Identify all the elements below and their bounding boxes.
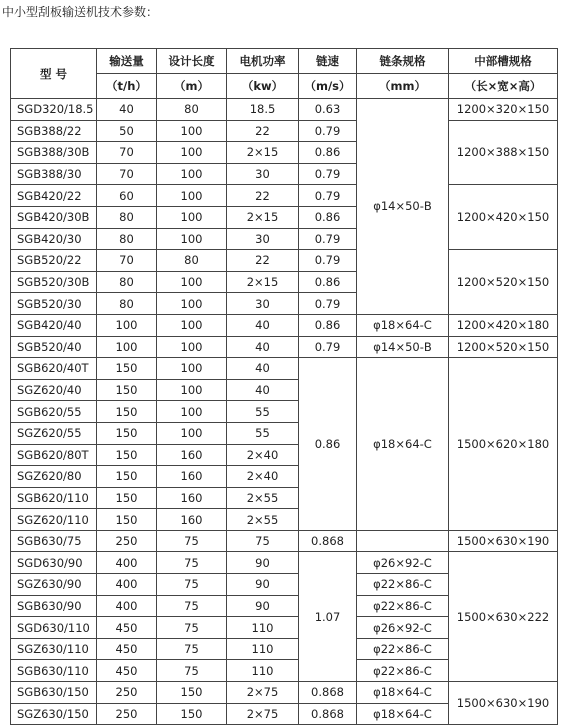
cell-chain: φ26×92-C (357, 617, 449, 639)
cell-power: 2×75 (227, 682, 299, 704)
cell-trough: 1500×630×190 (449, 682, 558, 725)
cell-power: 40 (227, 358, 299, 380)
cell-length: 100 (157, 185, 227, 207)
cell-model: SGB630/110 (11, 660, 97, 682)
cell-capacity: 450 (97, 638, 157, 660)
cell-length: 75 (157, 595, 227, 617)
cell-capacity: 80 (97, 271, 157, 293)
cell-speed: 0.86 (299, 271, 357, 293)
cell-length: 75 (157, 617, 227, 639)
cell-chain: φ26×92-C (357, 552, 449, 574)
cell-length: 75 (157, 638, 227, 660)
cell-power: 18.5 (227, 99, 299, 121)
table-row (11, 552, 558, 574)
cell-capacity: 450 (97, 617, 157, 639)
cell-power: 75 (227, 530, 299, 552)
cell-capacity: 150 (97, 509, 157, 531)
cell-speed: 0.79 (299, 293, 357, 315)
header-row (11, 49, 558, 74)
cell-length: 160 (157, 509, 227, 531)
cell-capacity: 100 (97, 314, 157, 336)
table-row (11, 314, 558, 336)
cell-speed: 0.79 (299, 336, 357, 358)
header-length-unit: （m） (157, 74, 227, 99)
cell-trough: 1200×420×180 (449, 314, 558, 336)
cell-capacity: 150 (97, 444, 157, 466)
cell-power: 2×75 (227, 703, 299, 725)
header-trough: 中部槽规格 (449, 49, 558, 74)
cell-model: SGB630/90 (11, 595, 97, 617)
cell-speed: 0.86 (299, 142, 357, 164)
cell-length: 100 (157, 401, 227, 423)
cell-length: 100 (157, 206, 227, 228)
cell-trough: 1500×620×180 (449, 358, 558, 531)
cell-model: SGZ620/55 (11, 422, 97, 444)
cell-capacity: 150 (97, 487, 157, 509)
cell-power: 2×15 (227, 271, 299, 293)
cell-speed: 0.79 (299, 120, 357, 142)
cell-capacity: 400 (97, 595, 157, 617)
cell-length: 100 (157, 293, 227, 315)
cell-capacity: 250 (97, 682, 157, 704)
cell-capacity: 80 (97, 206, 157, 228)
cell-speed: 0.868 (299, 530, 357, 552)
cell-chain: φ18×64-C (357, 703, 449, 725)
cell-length: 80 (157, 250, 227, 272)
cell-speed: 0.86 (299, 314, 357, 336)
cell-power: 40 (227, 314, 299, 336)
cell-trough: 1200×520×150 (449, 336, 558, 358)
cell-length: 100 (157, 336, 227, 358)
cell-model: SGB620/80T (11, 444, 97, 466)
cell-speed: 0.868 (299, 682, 357, 704)
cell-capacity: 400 (97, 574, 157, 596)
cell-model: SGB420/30 (11, 228, 97, 250)
cell-speed: 0.79 (299, 250, 357, 272)
cell-capacity: 60 (97, 185, 157, 207)
table-row (11, 682, 558, 704)
cell-model: SGB620/40T (11, 358, 97, 380)
cell-model: SGZ630/150 (11, 703, 97, 725)
cell-capacity: 80 (97, 228, 157, 250)
cell-capacity: 80 (97, 293, 157, 315)
cell-length: 80 (157, 99, 227, 121)
cell-model: SGZ630/110 (11, 638, 97, 660)
cell-capacity: 250 (97, 703, 157, 725)
cell-model: SGB388/30 (11, 163, 97, 185)
cell-speed: 0.63 (299, 99, 357, 121)
cell-model: SGB520/22 (11, 250, 97, 272)
cell-length: 75 (157, 660, 227, 682)
cell-model: SGZ630/90 (11, 574, 97, 596)
cell-length: 100 (157, 379, 227, 401)
cell-length: 75 (157, 552, 227, 574)
cell-capacity: 70 (97, 142, 157, 164)
cell-length: 160 (157, 444, 227, 466)
cell-length: 100 (157, 120, 227, 142)
cell-model: SGZ620/40 (11, 379, 97, 401)
cell-power: 110 (227, 660, 299, 682)
cell-trough: 1200×320×150 (449, 99, 558, 121)
cell-chain: φ22×86-C (357, 595, 449, 617)
cell-power: 110 (227, 638, 299, 660)
cell-capacity: 50 (97, 120, 157, 142)
cell-speed: 0.79 (299, 163, 357, 185)
cell-power: 90 (227, 595, 299, 617)
cell-capacity: 450 (97, 660, 157, 682)
cell-length: 100 (157, 271, 227, 293)
cell-power: 30 (227, 163, 299, 185)
cell-power: 30 (227, 228, 299, 250)
cell-capacity: 70 (97, 163, 157, 185)
cell-model: SGB620/55 (11, 401, 97, 423)
cell-power: 110 (227, 617, 299, 639)
cell-capacity: 150 (97, 466, 157, 488)
header-power: 电机功率 (227, 49, 299, 74)
table-row (11, 120, 558, 142)
cell-length: 100 (157, 422, 227, 444)
cell-model: SGB420/22 (11, 185, 97, 207)
page-title: 中小型刮板输送机技术参数： (2, 5, 159, 19)
table-row (11, 185, 558, 207)
header-power-unit: （kw） (227, 74, 299, 99)
cell-power: 30 (227, 293, 299, 315)
cell-trough: 1500×630×222 (449, 552, 558, 682)
cell-power: 2×15 (227, 206, 299, 228)
cell-capacity: 150 (97, 358, 157, 380)
cell-length: 100 (157, 142, 227, 164)
cell-model: SGB520/40 (11, 336, 97, 358)
cell-length: 100 (157, 314, 227, 336)
cell-power: 2×55 (227, 487, 299, 509)
header-capacity-unit: （t/h） (97, 74, 157, 99)
cell-model: SGB630/75 (11, 530, 97, 552)
cell-power: 2×55 (227, 509, 299, 531)
cell-chain: φ14×50-B (357, 99, 449, 315)
cell-chain: φ22×86-C (357, 574, 449, 596)
cell-power: 90 (227, 552, 299, 574)
cell-model: SGB520/30 (11, 293, 97, 315)
table-row (11, 336, 558, 358)
spec-table (10, 48, 558, 725)
cell-capacity: 250 (97, 530, 157, 552)
cell-trough: 1200×420×150 (449, 185, 558, 250)
cell-speed: 0.868 (299, 703, 357, 725)
cell-model: SGB520/30B (11, 271, 97, 293)
table-row (11, 250, 558, 272)
cell-speed: 0.79 (299, 228, 357, 250)
cell-model: SGD630/90 (11, 552, 97, 574)
cell-length: 150 (157, 682, 227, 704)
cell-power: 40 (227, 379, 299, 401)
cell-model: SGD320/18.5 (11, 99, 97, 121)
cell-chain: φ14×50-B (357, 336, 449, 358)
cell-model: SGZ620/80 (11, 466, 97, 488)
cell-power: 2×15 (227, 142, 299, 164)
cell-speed: 1.07 (299, 552, 357, 682)
cell-length: 75 (157, 574, 227, 596)
cell-model: SGB620/110 (11, 487, 97, 509)
cell-power: 22 (227, 250, 299, 272)
cell-length: 160 (157, 466, 227, 488)
cell-length: 100 (157, 358, 227, 380)
cell-length: 100 (157, 228, 227, 250)
cell-length: 160 (157, 487, 227, 509)
cell-chain: φ22×86-C (357, 638, 449, 660)
cell-length: 75 (157, 530, 227, 552)
cell-chain (357, 530, 449, 552)
table-row (11, 99, 558, 121)
cell-chain: φ18×64-C (357, 314, 449, 336)
cell-chain: φ22×86-C (357, 660, 449, 682)
header-speed: 链速 (299, 49, 357, 74)
cell-power: 55 (227, 401, 299, 423)
cell-model: SGB388/30B (11, 142, 97, 164)
cell-chain: φ18×64-C (357, 358, 449, 531)
cell-power: 22 (227, 185, 299, 207)
cell-capacity: 150 (97, 379, 157, 401)
header-capacity: 输送量 (97, 49, 157, 74)
cell-power: 2×40 (227, 444, 299, 466)
cell-model: SGB630/150 (11, 682, 97, 704)
cell-model: SGZ620/110 (11, 509, 97, 531)
cell-power: 40 (227, 336, 299, 358)
cell-model: SGB420/40 (11, 314, 97, 336)
cell-capacity: 150 (97, 422, 157, 444)
cell-speed: 0.86 (299, 358, 357, 531)
cell-power: 22 (227, 120, 299, 142)
cell-power: 2×40 (227, 466, 299, 488)
header-length: 设计长度 (157, 49, 227, 74)
header-model: 型 号 (11, 49, 97, 99)
cell-capacity: 400 (97, 552, 157, 574)
header-chain-unit: （mm） (357, 74, 449, 99)
cell-length: 100 (157, 163, 227, 185)
cell-capacity: 100 (97, 336, 157, 358)
cell-model: SGD630/110 (11, 617, 97, 639)
cell-chain: φ18×64-C (357, 682, 449, 704)
cell-capacity: 40 (97, 99, 157, 121)
header-speed-unit: （m/s） (299, 74, 357, 99)
header-chain: 链条规格 (357, 49, 449, 74)
cell-length: 150 (157, 703, 227, 725)
cell-power: 90 (227, 574, 299, 596)
cell-speed: 0.86 (299, 206, 357, 228)
cell-capacity: 70 (97, 250, 157, 272)
cell-power: 55 (227, 422, 299, 444)
cell-trough: 1500×630×190 (449, 530, 558, 552)
cell-model: SGB388/22 (11, 120, 97, 142)
header-trough-unit: （长×宽×高） (449, 74, 558, 99)
cell-capacity: 150 (97, 401, 157, 423)
table-row (11, 358, 558, 380)
table-row (11, 530, 558, 552)
cell-speed: 0.79 (299, 185, 357, 207)
cell-trough: 1200×388×150 (449, 120, 558, 185)
cell-trough: 1200×520×150 (449, 250, 558, 315)
cell-model: SGB420/30B (11, 206, 97, 228)
